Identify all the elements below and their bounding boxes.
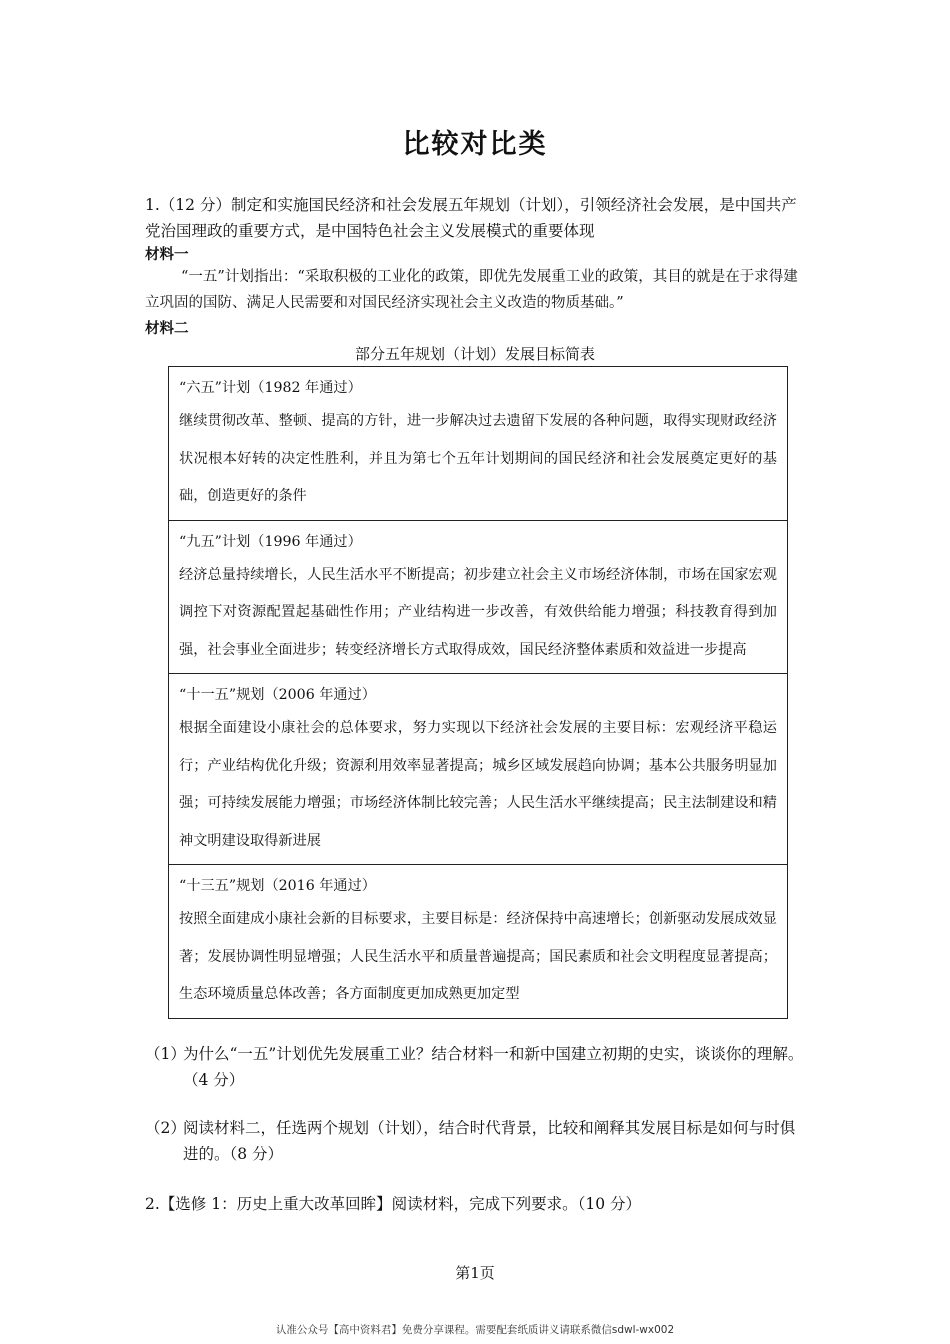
material-1-text: “一五”计划指出：“采取积极的工业化的政策，即优先发展重工业的政策，其目的就是在于求得建立巩固的国防、满足人民需要和对国民经济实现社会主义改造的物质基础。” — [145, 269, 798, 311]
table-cell — [169, 367, 788, 521]
sub-question-text: 阅读材料二，任选两个规划（计划），结合时代背景，比较和阐释其发展目标是如何与时俱进的。（8 分） — [183, 1119, 796, 1163]
material-2-label: 材料二 — [145, 321, 189, 337]
table-row — [169, 367, 788, 521]
table-row — [169, 674, 788, 865]
table-row — [169, 865, 788, 1019]
plan-goals: 根据全面建设小康社会的总体要求，努力实现以下经济社会发展的主要目标：宏观经济平稳运行；产业结构优化升级；资源利用效率显著提高；城乡区域发展趋向协调；基本公共服务明显加强；可持续发展能力增强；市场经济体制比较完善；人民生活水平继续提高；民主法制建设和精神文明建设取得新进展 — [179, 720, 777, 849]
table-cell — [169, 865, 788, 1019]
question-1-stem: 1.（12 分）制定和实施国民经济和社会发展五年规划（计划），引领经济社会发展，是中国共产党治国理政的重要方式，是中国特色社会主义发展模式的重要体现 — [145, 196, 797, 240]
material-1-label: 材料一 — [145, 247, 189, 263]
table-row — [169, 520, 788, 674]
table-caption: 部分五年规划（计划）发展目标简表 — [354, 345, 595, 363]
plan-name: “九五”计划（1996 年通过） — [179, 533, 362, 550]
plan-name: “六五”计划（1982 年通过） — [179, 380, 362, 396]
table-cell — [169, 520, 788, 674]
plan-name: “十一五”规划（2006 年通过） — [179, 687, 376, 703]
sub-question-text: 为什么“一五”计划优先发展重工业？结合材料一和新中国建立初期的史实，谈谈你的理解。（4 分） — [183, 1045, 804, 1089]
table-cell — [169, 674, 788, 865]
sub-question-number: （2） — [145, 1119, 186, 1137]
page-title: 比较对比类 — [402, 129, 548, 160]
question-2-stem: 2.【选修 1：历史上重大改革回眸】阅读材料，完成下列要求。（10 分） — [145, 1195, 641, 1213]
plan-goals: 经济总量持续增长，人民生活水平不断提高；初步建立社会主义市场经济体制，市场在国家宏观调控下对资源配置起基础性作用；产业结构进一步改善，有效供给能力增强；科技教育得到加强，社会事业全面进步；转变经济增长方式取得成效，国民经济整体素质和效益进一步提高 — [179, 566, 777, 658]
plan-goals: 继续贯彻改革、整顿、提高的方针，进一步解决过去遗留下发展的各种问题，取得实现财政经济状况根本好转的决定性胜利，并且为第七个五年计划期间的国民经济和社会发展奠定更好的基础，创造更好的条件 — [179, 413, 777, 504]
plan-name: “十三五”规划（2016 年通过） — [179, 878, 376, 894]
page-number: 第1页 — [455, 1264, 495, 1282]
sub-question-number: （1） — [145, 1045, 186, 1063]
footer-banner: 认准公众号【高中资料君】免费分享课程。需要配套纸质讲义请联系微信sdwl-wx002 — [275, 1324, 675, 1336]
plan-goals-table — [168, 366, 788, 1019]
sub-question-1 — [145, 1041, 810, 1093]
plan-goals: 按照全面建成小康社会新的目标要求，主要目标是：经济保持中高速增长；创新驱动发展成效显著；发展协调性明显增强；人民生活水平和质量普遍提高；国民素质和社会文明程度显著提高；生态环境质量总体改善；各方面制度更加成熟更加定型 — [179, 911, 777, 1002]
sub-question-2 — [145, 1115, 810, 1167]
